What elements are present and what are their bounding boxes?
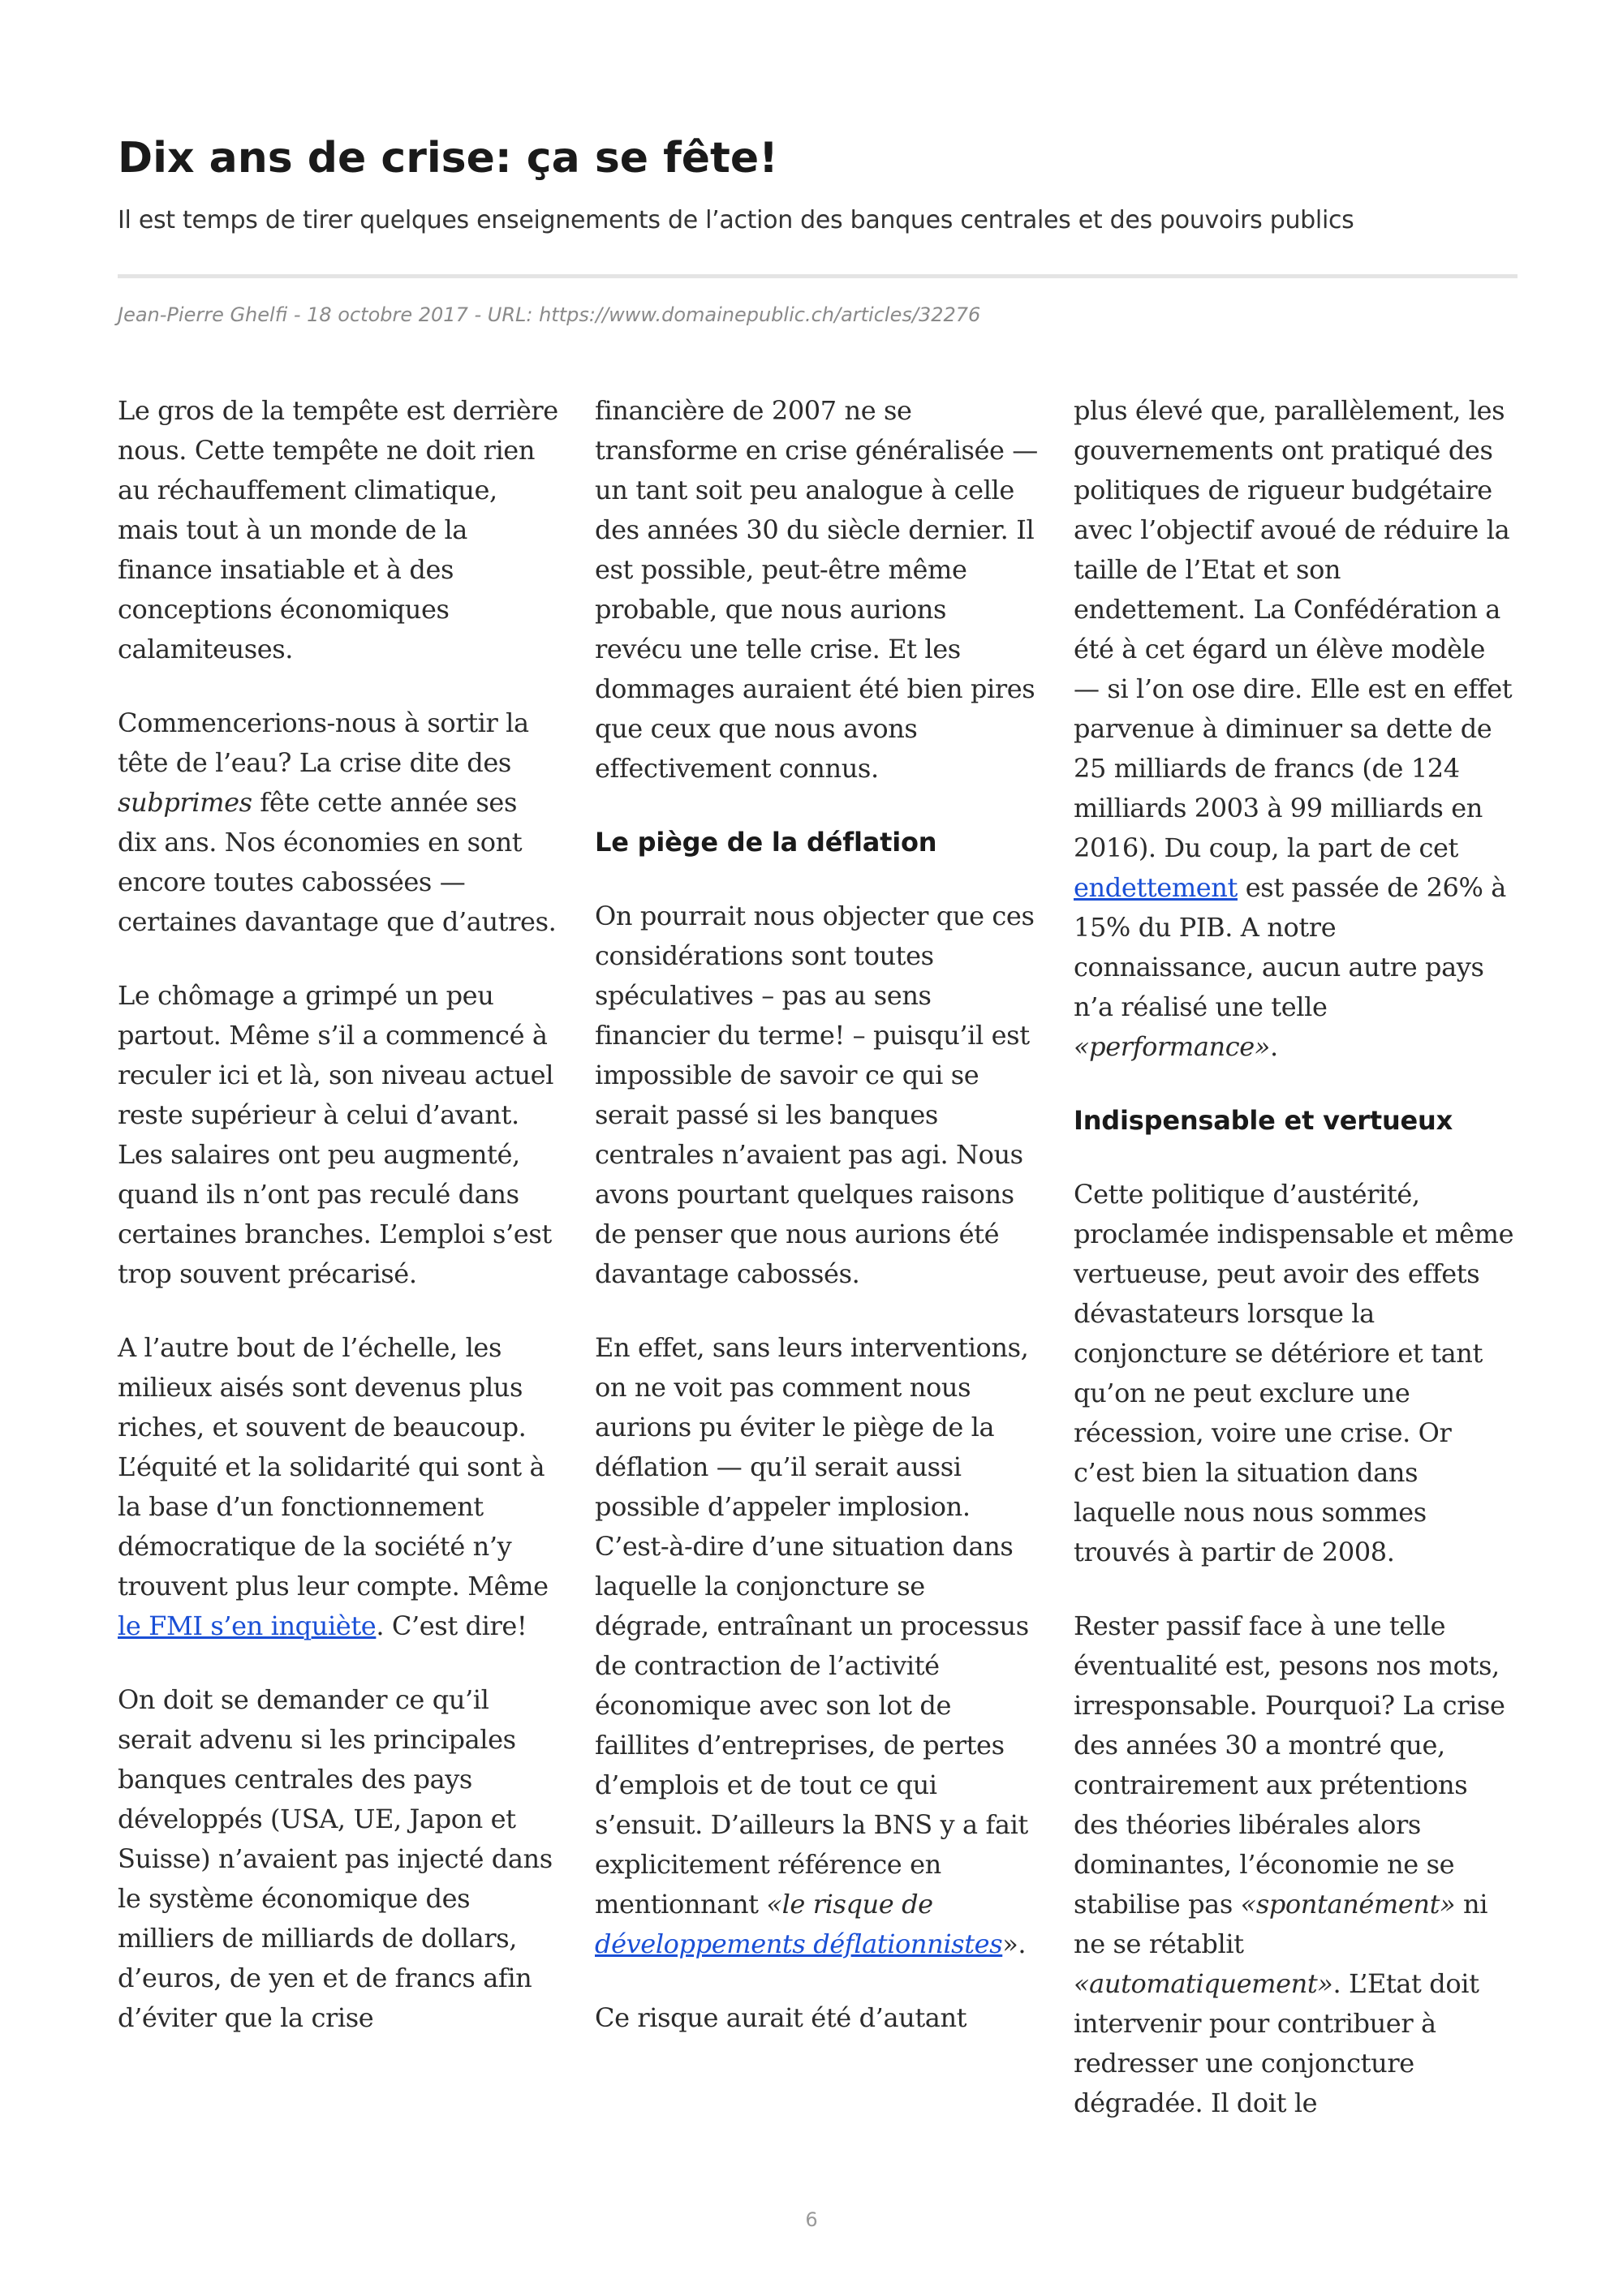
- paragraph: Le chômage a grimpé un peu partout. Même s’il a commencé à reculer ici et là, son niveau actuel reste supérieur à celui d’avant. Les salaires ont peu augmenté, quand ils n’ont pas reculé dans certaines branches. L’emploi s’est trop souvent précarisé.: [118, 980, 554, 1289]
- text-column-2: [595, 391, 1040, 2038]
- paragraph: [118, 1328, 562, 1646]
- paragraph: [1074, 1606, 1518, 2123]
- paragraph: financière de 2007 ne se transforme en crise généralisée — un tant soit peu analogue à celle des années 30 du siècle dernier. Il est possible, peut-être même probable, que nous aurions revécu une telle crise. Et les dommages auraient été bien pires que ceux que nous avons effectivement connus.: [595, 395, 1038, 784]
- text-run: .: [1269, 1031, 1278, 1062]
- page-number: 6: [805, 2208, 818, 2231]
- article-title: Dix ans de crise: ça se fête!: [118, 134, 778, 183]
- deflation-link[interactable]: développements déflationnistes: [595, 1928, 1003, 1959]
- emphasis: «spontanément»: [1240, 1889, 1456, 1920]
- paragraph: Cette politique d’austérité, proclamée indispensable et même vertueuse, peut avoir des effets dévastateurs lorsque la conjoncture se détériore et tant qu’on ne peut exclure une récession, voire une crise. Or c’est bien la situation dans laquelle nous nous sommes trouvés à partir de 2008.: [1074, 1179, 1514, 1567]
- section-heading: Le piège de la déflation: [595, 827, 937, 858]
- paragraph: [1074, 391, 1518, 1067]
- emphasis: «performance»: [1074, 1031, 1270, 1062]
- text-run: «le risque de: [766, 1889, 933, 1920]
- text-run: Rester passif face à une telle éventualité est, pesons nos mots, irresponsable. Pourquoi? La crise des années 30 a montré que, contrairement aux prétentions des théories libérales alors dominantes, l’économie ne se stabilise pas: [1074, 1610, 1505, 1920]
- paragraph: On pourrait nous objecter que ces considérations sont toutes spéculatives – pas au sens financier du terme! – puisqu’il est impossible de savoir ce qui se serait passé si les banques centrales n’avaient pas agi. Nous avons pourtant quelques raisons de penser que nous aurions été davantage cabossés.: [595, 901, 1035, 1289]
- paragraph: On doit se demander ce qu’il serait advenu si les principales banques centrales des pays développés (USA, UE, Japon et Suisse) n’avaient pas injecté dans le système économique des milliers de milliards de dollars, d’euros, de yen et de francs afin d’éviter que la crise: [118, 1684, 553, 2033]
- text-column-1: [118, 391, 562, 2038]
- text-run: ni ne se rétablit: [1074, 1889, 1488, 1959]
- emphasis: «automatiquement»: [1074, 1968, 1333, 1999]
- article-meta: Jean-Pierre Ghelfi - 18 octobre 2017 - URL: https://www.domainepublic.ch/articles/32276: [118, 303, 981, 326]
- paragraph: [595, 1328, 1040, 1964]
- text-run: plus élevé que, parallèlement, les gouvernements ont pratiqué des politiques de rigueur budgétaire avec l’objectif avoué de réduire la taille de l’Etat et son endettement. La Confédération a été à cet égard un élève modèle — si l’on ose dire. Elle est en effet parvenue à diminuer sa dette de 25 milliards de francs (de 124 milliards 2003 à 99 milliards en 2016). Du coup, la part de cet: [1074, 395, 1513, 863]
- text-run: A l’autre bout de l’échelle, les milieux aisés sont devenus plus riches, et souvent de beaucoup. L’équité et la solidarité qui sont à la base d’un fonctionnement démocratique de la société n’y trouvent plus leur compte. Même: [118, 1332, 549, 1602]
- paragraph: Le gros de la tempête est derrière nous. Cette tempête ne doit rien au réchauffement climatique, mais tout à un monde de la finance insatiable et à des conceptions économiques calamiteuses.: [118, 395, 558, 664]
- text-run: Commencerions-nous à sortir la tête de l’eau? La crise dite des: [118, 707, 529, 778]
- paragraph: Ce risque aurait été d’autant: [595, 2002, 967, 2033]
- text-run: est passée de 26% à 15% du PIB. A notre connaissance, aucun autre pays n’a réalisé une telle: [1074, 872, 1506, 1022]
- text-run: . L’Etat doit intervenir pour contribuer à redresser une conjoncture dégradée. Il doit le: [1074, 1968, 1479, 2118]
- text-run: fête cette année ses dix ans. Nos économies en sont encore toutes cabossées — certaines davantage que d’autres.: [118, 787, 557, 937]
- text-run: ».: [1002, 1928, 1027, 1959]
- emphasis: subprimes: [118, 787, 252, 818]
- article-subtitle: Il est temps de tirer quelques enseignements de l’action des banques centrales et des pouvoirs publics: [118, 206, 1354, 234]
- section-heading: Indispensable et vertueux: [1074, 1105, 1453, 1136]
- endettement-link[interactable]: endettement: [1074, 872, 1238, 903]
- text-run: En effet, sans leurs interventions, on ne voit pas comment nous aurions pu éviter le piège de la déflation — qu’il serait aussi possible d’appeler implosion. C’est-à-dire d’une situation dans laquelle la conjoncture se dégrade, entraînant un processus de contraction de l’activité économique avec son lot de faillites d’entreprises, de pertes d’emplois et de tout ce qui s’ensuit. D’ailleurs la BNS y a fait explicitement référence en mentionnant: [595, 1332, 1029, 1920]
- header-divider: [118, 274, 1518, 278]
- paragraph: [118, 703, 562, 942]
- text-column-3: [1074, 391, 1518, 2123]
- text-run: . C’est dire!: [376, 1610, 527, 1641]
- fmi-link[interactable]: le FMI s’en inquiète: [118, 1610, 377, 1641]
